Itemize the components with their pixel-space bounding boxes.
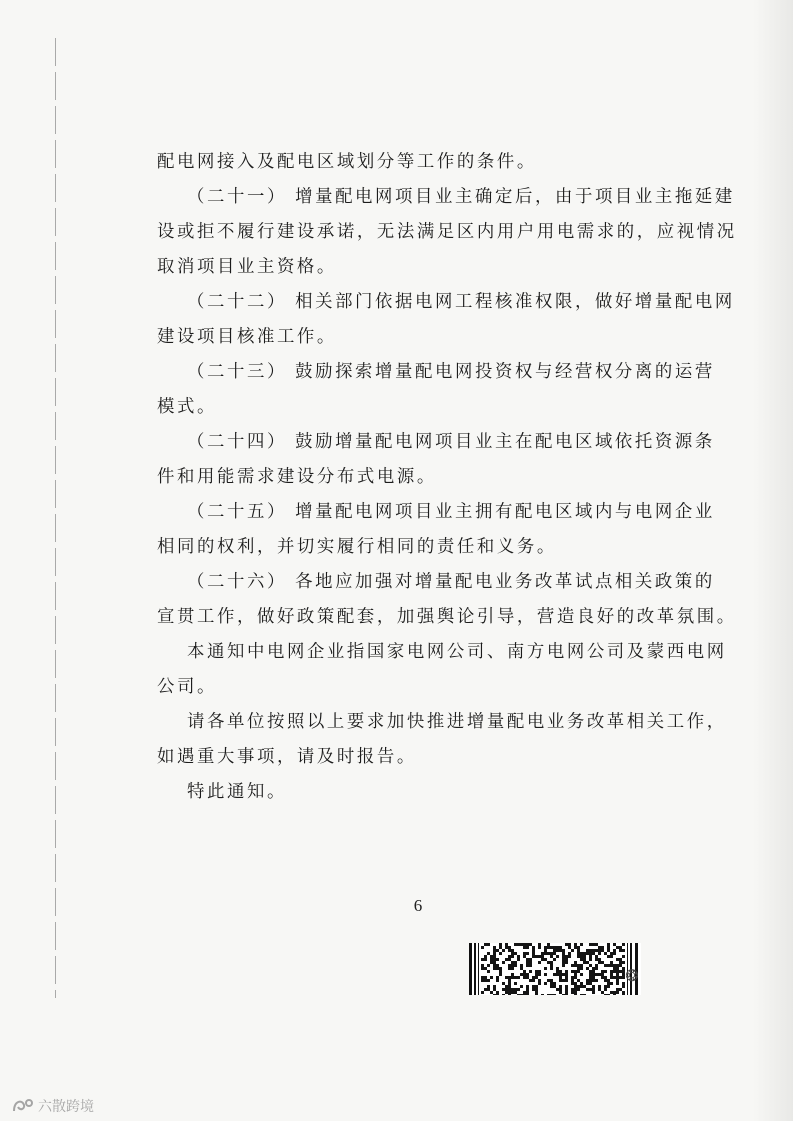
- clause-26-line-1: （二十六） 各地应加强对增量配电业务改革试点相关政策的: [187, 572, 715, 592]
- barcode: [469, 943, 641, 995]
- text-line: 配电网接入及配电区域划分等工作的条件。: [157, 152, 537, 172]
- clause-22-line-2: 建设项目核准工作。: [157, 327, 337, 347]
- clause-25-line-2: 相同的权利，并切实履行相同的责任和义务。: [157, 537, 557, 557]
- barcode-graphic: [469, 943, 641, 995]
- clause-22-line-1: （二十二） 相关部门依据电网工程核准权限，做好增量配电网: [187, 292, 735, 312]
- clause-21-line-3: 取消项目业主资格。: [157, 257, 337, 277]
- request-line-2: 如遇重大事项，请及时报告。: [157, 747, 417, 767]
- clause-26-line-2: 宣贯工作，做好政策配套，加强舆论引导，营造良好的改革氛围。: [157, 607, 737, 627]
- request-line-1: 请各单位按照以上要求加快推进增量配电业务改革相关工作，: [187, 712, 727, 732]
- binding-line: [55, 38, 56, 998]
- clause-24-line-2: 件和用能需求建设分布式电源。: [157, 467, 437, 487]
- clause-25-line-1: （二十五） 增量配电网项目业主拥有配电区域内与电网企业: [187, 502, 715, 522]
- definition-line-2: 公司。: [157, 677, 217, 697]
- clause-23-line-1: （二十三） 鼓励探索增量配电网投资权与经营权分离的运营: [187, 362, 715, 382]
- watermark: [12, 1095, 94, 1117]
- scan-edge-shadow: [753, 0, 793, 1121]
- document-body: [157, 145, 737, 810]
- clause-23-line-2: 模式。: [157, 397, 217, 417]
- clause-21-line-2: 设或拒不履行建设承诺，无法满足区内用户用电需求的，应视情况: [157, 222, 737, 242]
- page-number: 6: [413, 896, 423, 915]
- seal-fragment-icon: ❂: [625, 966, 639, 985]
- clause-21-line-1: （二十一） 增量配电网项目业主确定后，由于项目业主拖延建: [187, 187, 735, 207]
- definition-line-1: 本通知中电网企业指国家电网公司、南方电网公司及蒙西电网: [187, 642, 727, 662]
- watermark-text: 六散跨境: [38, 1099, 94, 1115]
- watermark-logo-icon: [12, 1097, 34, 1115]
- clause-24-line-1: （二十四） 鼓励增量配电网项目业主在配电区域依托资源条: [187, 432, 715, 452]
- closing-line: 特此通知。: [187, 782, 287, 802]
